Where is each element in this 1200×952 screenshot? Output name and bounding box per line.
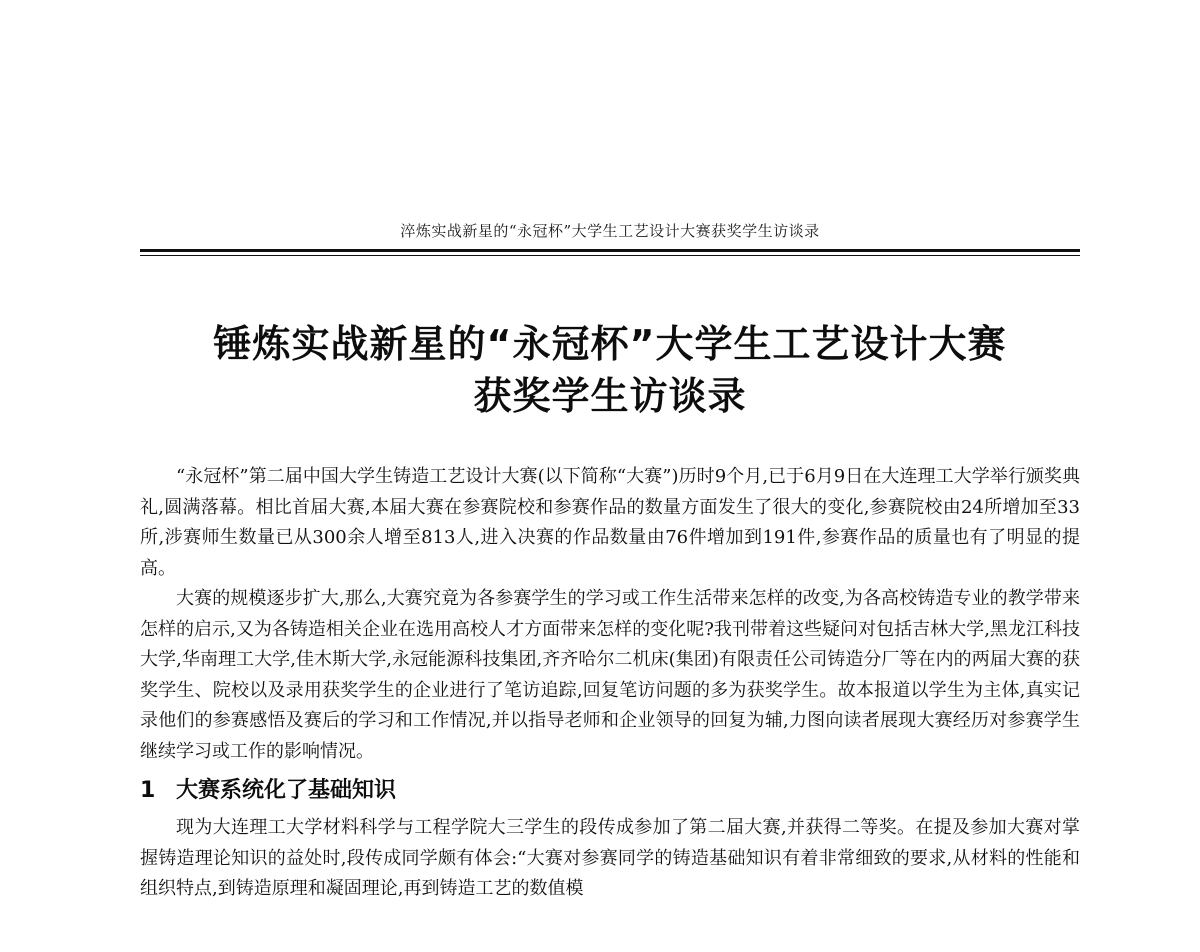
section-title: 大赛系统化了基础知识 <box>176 778 397 803</box>
section-paragraph: 现为大连理工大学材料科学与工程学院大三学生的段传成参加了第二届大赛,并获得二等奖。在提及参加大赛对掌握铸造理论知识的益处时,段传成同学颇有体会:“大赛对参赛同学的铸造基础知识有着非常细致的要求,从材料的性能和组织特点,到铸造原理和凝固理论,再到铸造工艺的数值模 <box>140 817 1080 899</box>
article-title <box>140 318 1080 422</box>
intro-paragraph-2: 大赛的规模逐步扩大,那么,大赛究竟为各参赛学生的学习或工作生活带来怎样的改变,为各高校铸造专业的教学带来怎样的启示,又为各铸造相关企业在选用高校人才方面带来怎样的变化呢?我刊带着这些疑问对包括吉林大学,黑龙江科技大学,华南理工大学,佳木斯大学,永冠能源科技集团,齐齐哈尔二机床(集团)有限责任公司铸造分厂等在内的两届大赛的获奖学生、院校以及录用获奖学生的企业进行了笔访追踪,回复笔访问题的多为获奖学生。故本报道以学生为主体,真实记录他们的参赛感悟及赛后的学习和工作情况,并以指导老师和企业领导的回复为辅,力图向读者展现大赛经历对参赛学生继续学习或工作的影响情况。 <box>140 588 1080 762</box>
article-title-line-1: 锤炼实战新星的“永冠杯”大学生工艺设计大赛 <box>213 322 1007 366</box>
running-head: 淬炼实战新星的“永冠杯”大学生工艺设计大赛获奖学生访谈录 <box>400 222 820 240</box>
intro-paragraph-1: “永冠杯”第二届中国大学生铸造工艺设计大赛(以下简称“大赛”)历时9个月,已于6月9日在大连理工大学举行颁奖典礼,圆满落幕。相比首届大赛,本届大赛在参赛院校和参赛作品的数量方面发生了很大的变化,参赛院校由24所增加至33所,涉赛师生数量已从300余人增至813人,进入决赛的作品数量由76件增加到191件,参赛作品的质量也有了明显的提高。 <box>140 466 1080 579</box>
section-number: 1 <box>140 778 156 803</box>
article-body <box>140 462 1080 905</box>
header-rule-thin <box>140 255 1080 256</box>
section-heading <box>140 773 1080 809</box>
header-rule-thick <box>140 249 1080 252</box>
article-title-line-2: 获奖学生访谈录 <box>473 374 747 418</box>
